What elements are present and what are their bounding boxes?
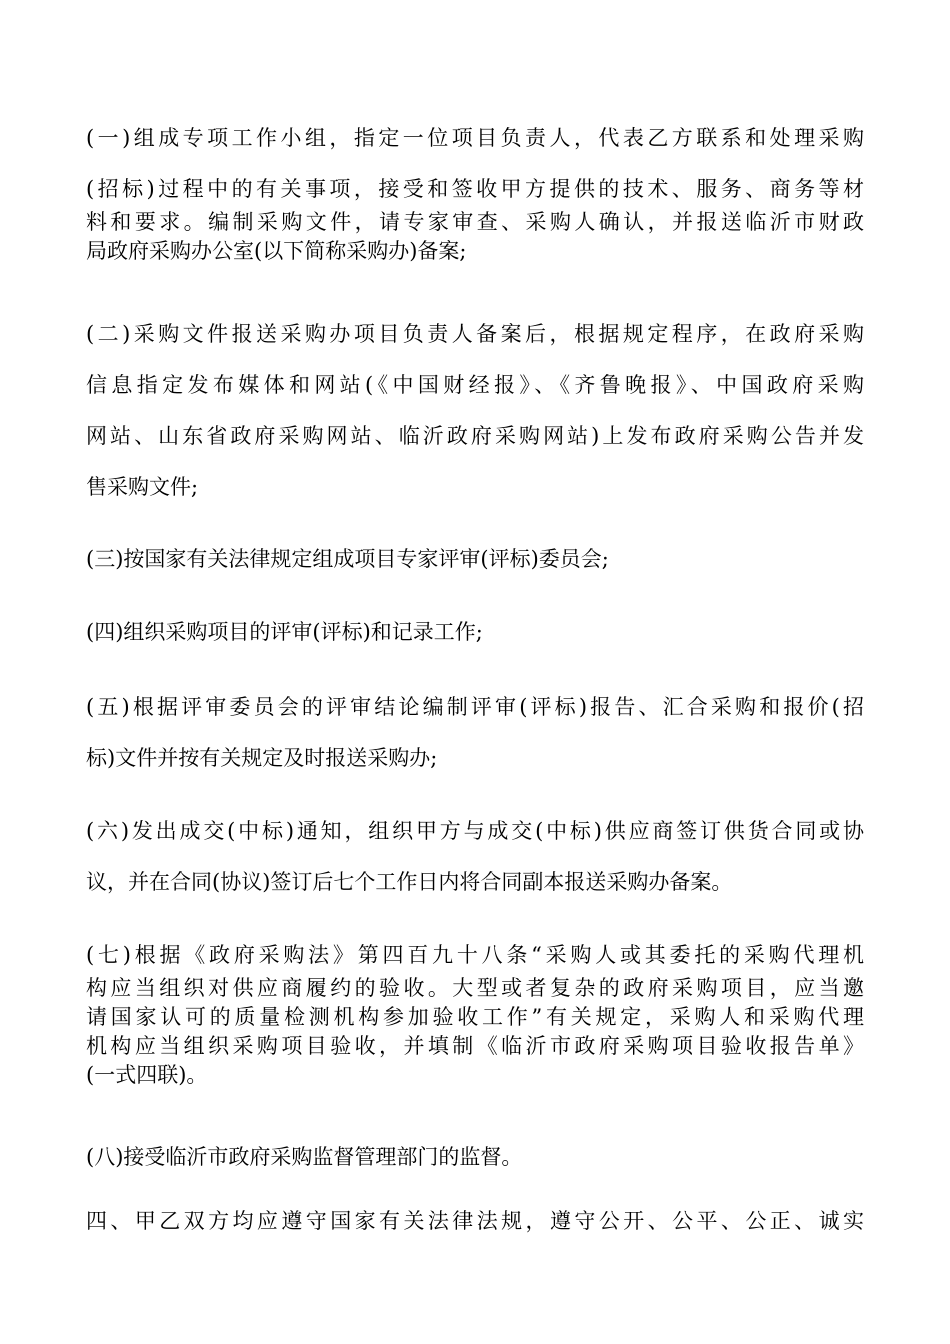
text-line: 局政府采购办公室(以下简称采购办)备案;	[86, 239, 467, 263]
text-line: (一式四联)。	[86, 1063, 208, 1087]
text-line: 机构应当组织采购项目验收，并填制《临沂市政府采购项目验收报告单》	[86, 1034, 864, 1058]
text-line: (三)按国家有关法律规定组成项目专家评审(评标)委员会;	[86, 547, 609, 571]
paragraph-8	[86, 1132, 864, 1183]
text-line: (四)组织采购项目的评审(评标)和记录工作;	[86, 620, 483, 644]
text-line: 标)文件并按有关规定及时报送采购办;	[86, 746, 438, 770]
paragraph-3	[86, 534, 864, 585]
text-line: (招标)过程中的有关事项，接受和签收甲方提供的技术、服务、商务等材	[86, 177, 864, 201]
text-line: (七)根据《政府采购法》第四百九十八条“采购人或其委托的采购代理机	[86, 943, 864, 967]
text-line: 网站、山东省政府采购网站、临沂政府采购网站)上发布政府采购公告并发	[86, 424, 864, 448]
paragraph-2	[86, 309, 864, 513]
paragraph-1	[86, 113, 864, 215]
text-line: 料和要求。编制采购文件，请专家审查、采购人确认，并报送临沂市财政	[86, 210, 864, 234]
text-line: 构应当组织对供应商履约的验收。大型或者复杂的政府采购项目，应当邀	[86, 976, 864, 1000]
text-line: 议，并在合同(协议)签订后七个工作日内将合同副本报送采购办备案。	[86, 870, 733, 894]
paragraph-4	[86, 607, 864, 658]
text-line: 售采购文件;	[86, 475, 199, 499]
paragraph-7-continued	[86, 974, 864, 1090]
paragraph-1-continued	[86, 208, 864, 266]
text-line: 请国家认可的质量检测机构参加验收工作”有关规定，采购人和采购代理	[86, 1005, 864, 1029]
paragraph-6	[86, 806, 864, 908]
text-line: (八)接受临沂市政府采购监督管理部门的监督。	[86, 1145, 523, 1169]
paragraph-5	[86, 682, 864, 784]
text-line: 四、甲乙双方均应遵守国家有关法律法规，遵守公开、公平、公正、诚实	[86, 1209, 864, 1233]
text-line: (六)发出成交(中标)通知，组织甲方与成交(中标)供应商签订供货合同或协	[86, 819, 864, 843]
text-line: (五)根据评审委员会的评审结论编制评审(评标)报告、汇合采购和报价(招	[86, 695, 864, 719]
text-line: (一)组成专项工作小组，指定一位项目负责人，代表乙方联系和处理采购	[86, 126, 864, 150]
text-line: (二)采购文件报送采购办项目负责人备案后，根据规定程序，在政府采购	[86, 322, 864, 346]
text-line: 信息指定发布媒体和网站(《中国财经报》、《齐鲁晚报》、中国政府采购	[86, 373, 864, 397]
paragraph-9	[86, 1196, 864, 1247]
